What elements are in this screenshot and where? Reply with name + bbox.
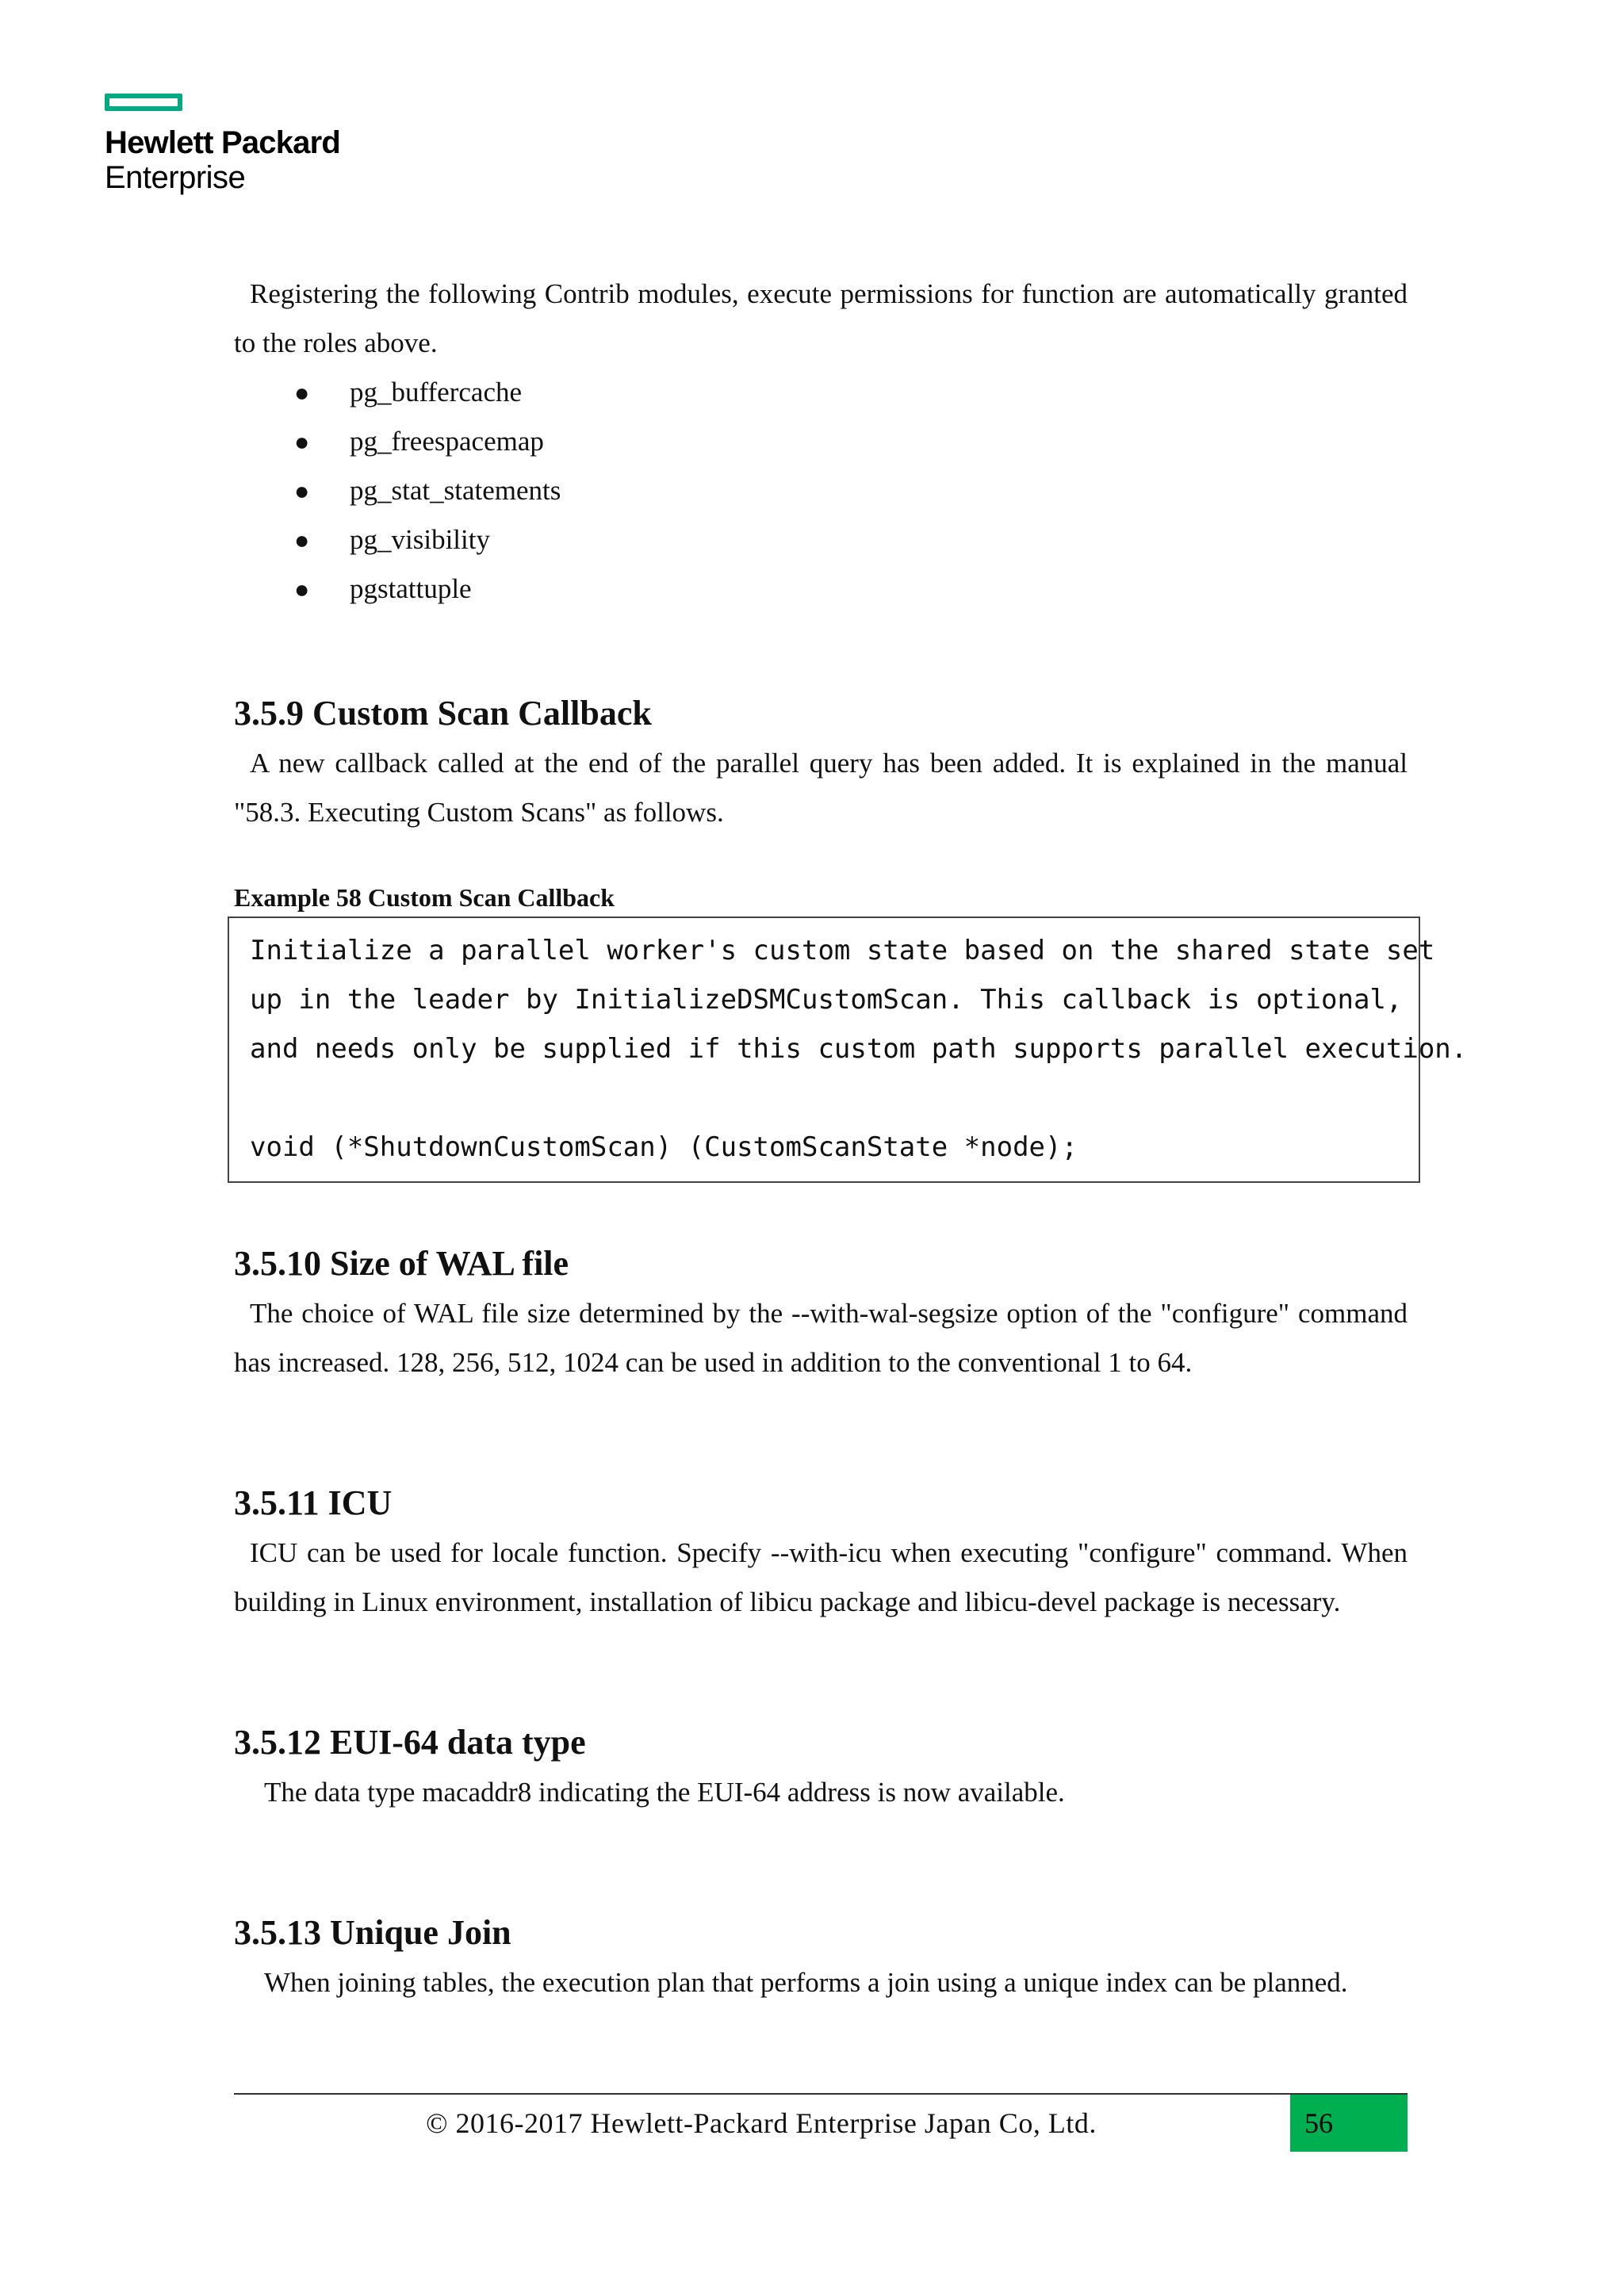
bullet-icon: ● bbox=[294, 476, 310, 505]
list-item bbox=[294, 466, 1408, 515]
section-text-unique-join: When joining tables, the execution plan that performs a join using a unique index can be planned. bbox=[264, 1967, 1348, 1998]
document-body bbox=[234, 270, 1468, 2007]
section-text-eui64: The data type macaddr8 indicating the EUI-64 address is now available. bbox=[264, 1777, 1065, 1808]
code-line bbox=[250, 1073, 1398, 1123]
bullet-icon: ● bbox=[294, 575, 310, 603]
bullet-icon: ● bbox=[294, 526, 310, 554]
list-item-text: pgstattuple bbox=[350, 573, 472, 604]
logo-text-line2: Enterprise bbox=[105, 160, 246, 195]
section-text-wal-file-size: The choice of WAL file size determined by the --with-wal-segsize option of the "configure" command has increased. 128, 256, 512, 1024 can be used in addition to the conventional 1 to 64. bbox=[234, 1298, 1408, 1378]
bullet-icon: ● bbox=[294, 427, 310, 456]
example-caption: Example 58 Custom Scan Callback bbox=[234, 883, 615, 912]
list-item-text: pg_visibility bbox=[350, 524, 490, 555]
code-line: up in the leader by InitializeDSMCustomScan. This callback is optional, bbox=[250, 984, 1403, 1016]
page-footer bbox=[234, 2093, 1408, 2152]
intro-paragraph: Registering the following Contrib modules, execute permissions for function are automatically granted to the roles above. bbox=[234, 278, 1408, 358]
section-title-custom-scan-callback: 3.5.9 Custom Scan Callback bbox=[234, 694, 652, 733]
code-block bbox=[228, 916, 1468, 1183]
list-item bbox=[294, 368, 1408, 417]
list-item bbox=[294, 564, 1408, 614]
section-title-unique-join: 3.5.13 Unique Join bbox=[234, 1913, 511, 1952]
section-text-icu: ICU can be used for locale function. Specify --with-icu when executing "configure" command. When building in Linux environment, installation of libicu package and libicu-devel package is necessary. bbox=[234, 1537, 1408, 1617]
list-item-text: pg_freespacemap bbox=[350, 426, 544, 457]
logo-text-line1: Hewlett Packard bbox=[105, 125, 341, 160]
code-line: void (*ShutdownCustomScan) (CustomScanState *node); bbox=[250, 1131, 1078, 1163]
list-item-text: pg_buffercache bbox=[350, 377, 523, 408]
footer-copyright: © 2016-2017 Hewlett-Packard Enterprise Japan Co, Ltd. bbox=[426, 2107, 1097, 2139]
code-line: Initialize a parallel worker's custom state based on the shared state set bbox=[250, 935, 1435, 966]
code-line: and needs only be supplied if this custom path supports parallel execution. bbox=[250, 1033, 1468, 1065]
bullet-icon: ● bbox=[294, 378, 310, 407]
list-item bbox=[294, 417, 1408, 466]
page-number: 56 bbox=[1290, 2095, 1408, 2152]
contrib-module-list bbox=[234, 368, 1408, 614]
section-title-icu: 3.5.11 ICU bbox=[234, 1483, 393, 1522]
list-item-text: pg_stat_statements bbox=[350, 475, 561, 506]
section-title-wal-file-size: 3.5.10 Size of WAL file bbox=[234, 1244, 569, 1283]
list-item bbox=[294, 515, 1408, 564]
section-title-eui64: 3.5.12 EUI-64 data type bbox=[234, 1723, 586, 1762]
hpe-logo-bar-icon bbox=[105, 94, 182, 111]
section-text-custom-scan-callback: A new callback called at the end of the parallel query has been added. It is explained in the manual "58.3. Executing Custom Scans" as follows. bbox=[234, 748, 1408, 828]
hpe-logo bbox=[105, 94, 340, 195]
